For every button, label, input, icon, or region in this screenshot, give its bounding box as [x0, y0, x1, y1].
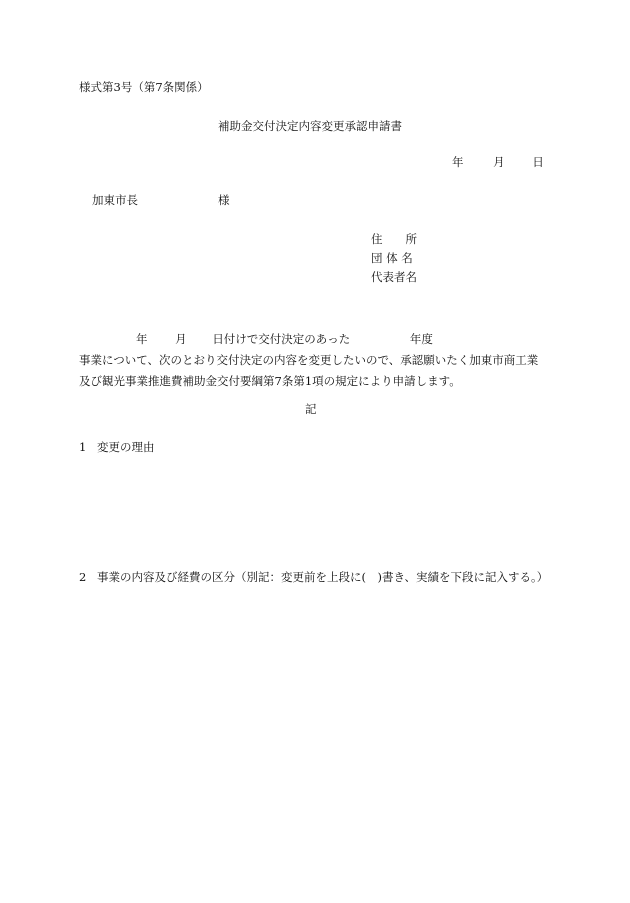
item-1	[79, 442, 155, 454]
date-line	[452, 157, 544, 169]
body-line-2: 事業について、次のとおり交付決定の内容を変更したいので、承認願いたく加東市商工業	[79, 353, 539, 367]
date-month: 月	[493, 155, 505, 169]
date-day: 日	[532, 155, 544, 169]
body-fiscal-year: 年度	[409, 332, 433, 346]
item-2-number: 2	[79, 570, 87, 584]
body-line-3: 及び観光事業推進費補助金交付要綱第7条第1項の規定により申請します。	[79, 374, 461, 388]
group-name-label: 団 体 名	[371, 251, 413, 265]
body-line-1	[79, 329, 559, 350]
item-1-number: 1	[79, 440, 87, 454]
body-month: 月	[175, 332, 187, 346]
document-title: 補助金交付決定内容変更承認申請書	[218, 119, 402, 133]
address-label: 住 所	[371, 232, 417, 246]
item-2	[79, 572, 548, 584]
item-1-text: 変更の理由	[97, 440, 155, 454]
addressee-name: 加東市長	[92, 193, 138, 207]
body-decision-text: 日付けで交付決定のあった	[212, 332, 351, 346]
representative-label: 代表者名	[371, 270, 417, 284]
date-year: 年	[452, 155, 464, 169]
ki-marker: 記	[305, 402, 317, 416]
form-number: 様式第3号（第7条関係）	[79, 80, 209, 94]
body-year: 年	[136, 332, 148, 346]
application-body	[79, 329, 559, 392]
item-2-text: 事業の内容及び経費の区分（別記：変更前を上段に( )書き、実績を下段に記入する。）	[97, 570, 549, 584]
applicant-block	[371, 234, 417, 291]
addressee-honorific: 様	[218, 193, 230, 207]
